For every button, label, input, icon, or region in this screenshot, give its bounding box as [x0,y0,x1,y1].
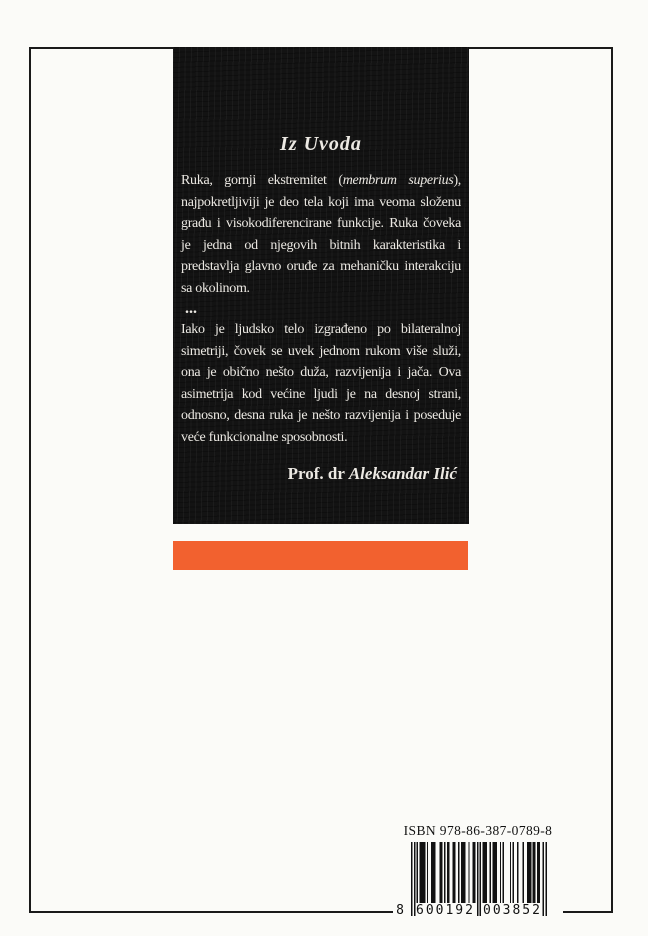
ean-lead-digit: 8 [396,903,406,918]
author-signature [181,464,461,484]
excerpt-ellipsis: ... [185,300,197,317]
excerpt-paragraph-1 [181,170,461,299]
signature-name: Aleksandar Ilić [348,464,457,483]
p1-text-after: ), najpokretljiviji je deo tela koji ima veoma složenu građu i visokodiferencirane funkcije. Ruka čoveka je jedna od njegovih bitnih karakteristika i predstavlja glavno oruđe za mehaničku interakciju sa okolinom. [181,173,461,296]
excerpt-panel [173,47,469,524]
barcode-block [393,817,563,919]
accent-bar [173,541,468,570]
p1-text-before: Ruka, gornji ekstremitet ( [181,173,343,188]
signature-prefix: Prof. dr [287,464,349,483]
excerpt-title: Iz Uvoda [280,133,362,155]
ean13-digits [393,903,563,919]
p1-latin-term: membrum superius [342,173,454,188]
ean-left-digits: 600192 [416,903,475,918]
isbn-label: ISBN 978-86-387-0789-8 [403,823,553,838]
excerpt-paragraph-2: Iako je ljudsko telo izgrađeno po bilateralnoj simetriji, čovek se uvek jednom rukom više služi, ona je obično nešto duža, razvijenija i jača. Ova asimetrija kod većine ljudi je na desnoj strani, odnosno, desna ruka je nešto razvijenija i poseduje veće funkcionalne sposobnosti. [181,322,461,445]
ean-right-digits: 003852 [483,903,542,918]
